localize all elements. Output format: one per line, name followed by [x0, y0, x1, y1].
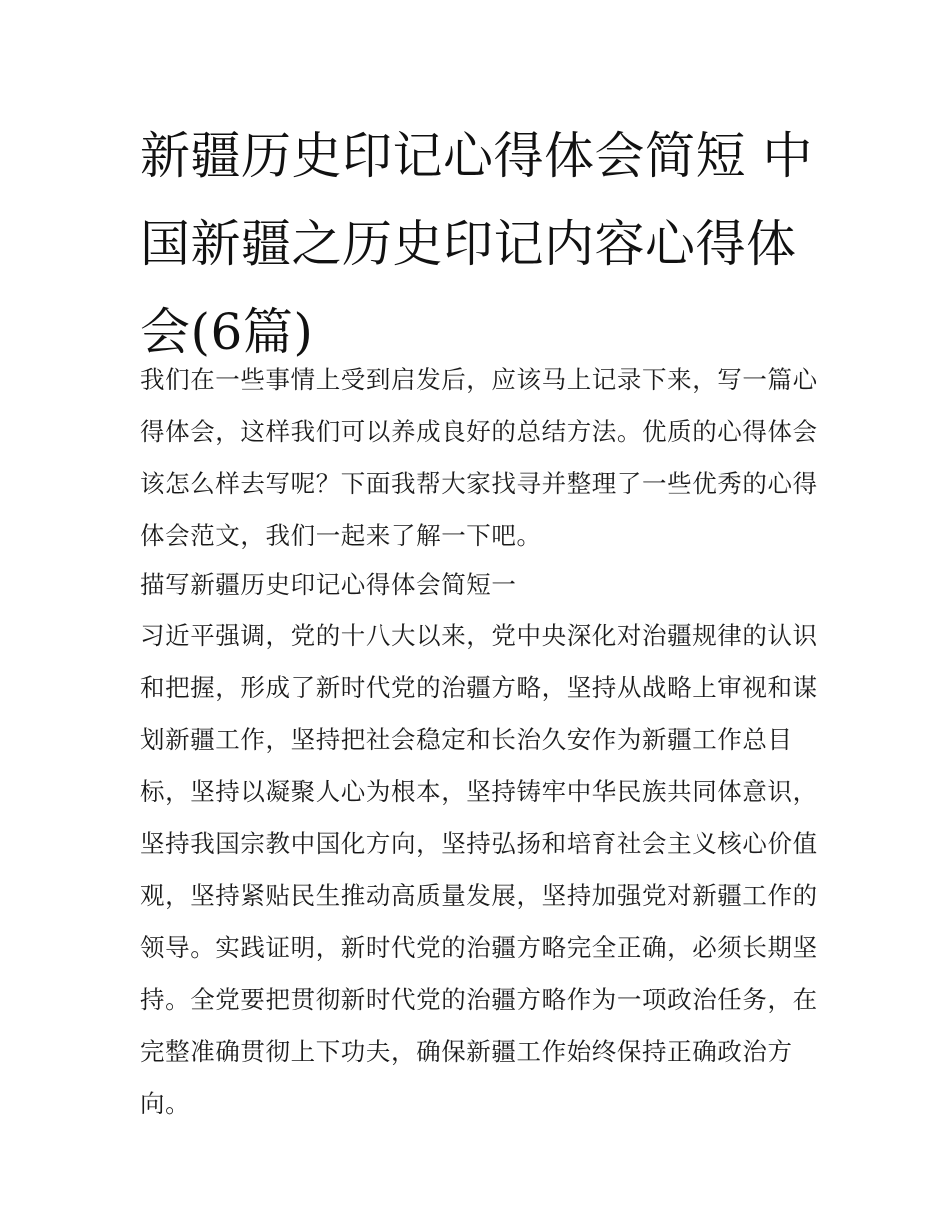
intro-paragraph: 我们在一些事情上受到启发后，应该马上记录下来，写一篇心得体会，这样我们可以养成良好的总结方法。优质的心得体会该怎么样去写呢？下面我帮大家找寻并整理了一些优秀的心得体会范文，我们一起来了解一下吧。: [140, 365, 818, 550]
section-paragraph: 习近平强调，党的十八大以来，党中央深化对治疆规律的认识和把握，形成了新时代党的治疆方略，坚持从战略上审视和谋划新疆工作，坚持把社会稳定和长治久安作为新疆工作总目标，坚持以凝聚人心为根本，坚持铸牢中华民族共同体意识，坚持我国宗教中国化方向，坚持弘扬和培育社会主义核心价值观，坚持紧贴民生推动高质量发展，坚持加强党对新疆工作的领导。实践证明，新时代党的治疆方略完全正确，必须长期坚持。全党要把贯彻新时代党的治疆方略作为一项政治任务，在完整准确贯彻上下功夫，确保新疆工作始终保持正确政治方向。: [140, 621, 818, 1118]
document-title: 新疆历史印记心得体会简短 中国新疆之历史印记内容心得体会(6篇): [140, 127, 813, 361]
section-heading: 描写新疆历史印记心得体会简短一: [140, 570, 517, 599]
